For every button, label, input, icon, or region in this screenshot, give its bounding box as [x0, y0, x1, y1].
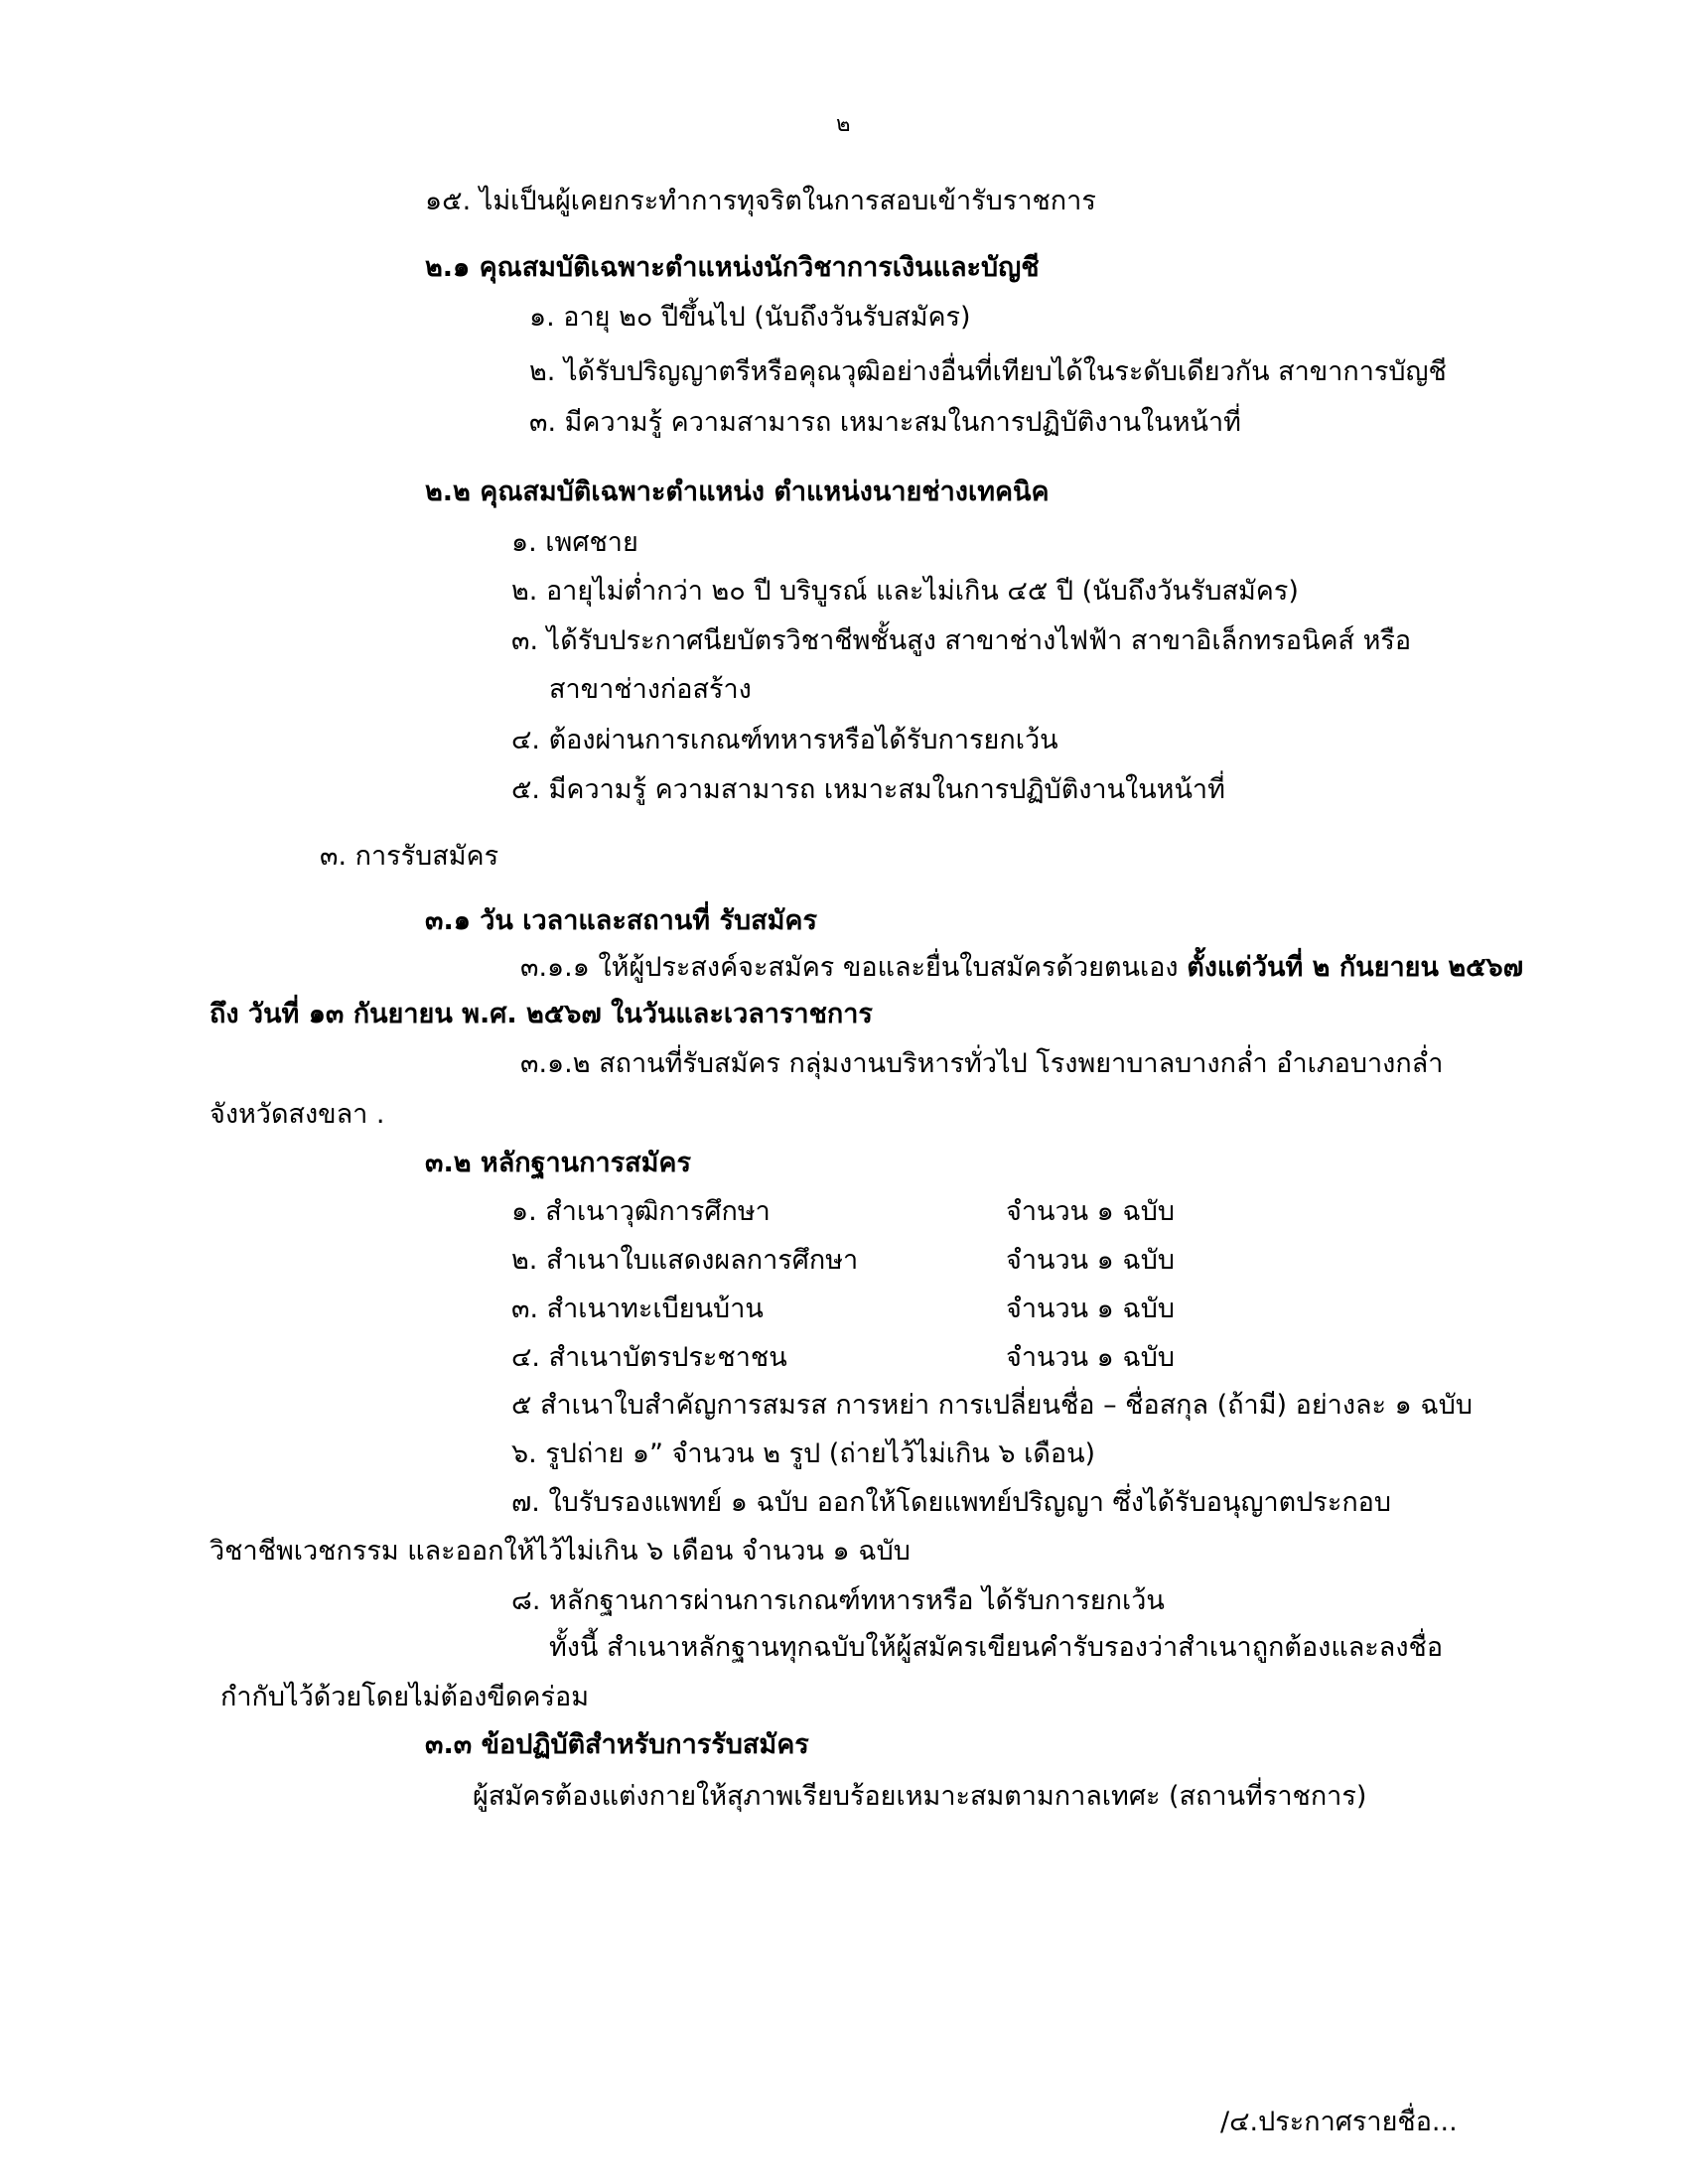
section-3-1-2-line2: จังหวัดสงขลา . — [210, 1099, 385, 1130]
document-item-quantity: จำนวน ๑ ฉบับ — [1006, 1342, 1176, 1373]
document-item-name: ๓. สำเนาทะเบียนบ้าน — [511, 1294, 764, 1324]
section-3-1-1-line1 — [520, 948, 1523, 988]
section-2-2-item: ๔. ต้องผ่านการเกณฑ์ทหารหรือได้รับการยกเว้น — [511, 725, 1058, 755]
section-3-heading: ๓. การรับสมัคร — [320, 841, 499, 872]
document-item-7-line2: วิชาชีพเวชกรรม และออกให้ไว้ไม่เกิน ๖ เดือน จำนวน ๑ ฉบับ — [210, 1536, 911, 1567]
section-2-2-item-continuation: สาขาช่างก่อสร้าง — [549, 674, 752, 705]
section-3-1-2-line1: ๓.๑.๒ สถานที่รับสมัคร กลุ่มงานบริหารทั่วไป โรงพยาบาลบางกล่ำ อำเภอบางกล่ำ — [520, 1048, 1444, 1079]
section-2-1-heading: ๒.๑ คุณสมบัติเฉพาะตำแหน่งนักวิชาการเงินและบัญชี — [425, 252, 1040, 283]
section-2-1-item: ๓. มีความรู้ ความสามารถ เหมาะสมในการปฏิบัติงานในหน้าที่ — [529, 407, 1241, 438]
footer-continuation: /๔.ประกาศรายชื่อ... — [1220, 2107, 1458, 2137]
document-note-line1: ทั้งนี้ สำเนาหลักฐานทุกฉบับให้ผู้สมัครเขียนคำรับรองว่าสำเนาถูกต้องและลงชื่อ — [549, 1632, 1444, 1663]
section-2-1-item: ๒. ได้รับปริญญาตรีหรือคุณวุฒิอย่างอื่นที่เทียบได้ในระดับเดียวกัน สาขาการบัญชี — [529, 356, 1447, 387]
document-note-line2: กำกับไว้ด้วยโดยไม่ต้องขีดคร่อม — [220, 1682, 589, 1712]
document-item-7-line1: ๗. ใบรับรองแพทย์ ๑ ฉบับ ออกให้โดยแพทย์ปริญญา ซึ่งได้รับอนุญาตประกอบ — [511, 1487, 1392, 1518]
section-2-2-item: ๒. อายุไม่ต่ำกว่า ๒๐ ปี บริบูรณ์ และไม่เกิน ๔๕ ปี (นับถึงวันรับสมัคร) — [511, 576, 1299, 607]
section-3-1-1-line2: ถึง วันที่ ๑๓ กันยายน พ.ศ. ๒๕๖๗ ในวันและเวลาราชการ — [210, 999, 873, 1029]
qualification-item-15: ๑๕. ไม่เป็นผู้เคยกระทำการทุจริตในการสอบเข้ารับราชการ — [425, 186, 1096, 216]
section-2-2-item: ๕. มีความรู้ ความสามารถ เหมาะสมในการปฏิบัติงานในหน้าที่ — [511, 774, 1225, 805]
section-3-1-1-text: ๓.๑.๑ ให้ผู้ประสงค์จะสมัคร ขอและยื่นใบสมัครด้วยตนเอง — [520, 952, 1188, 983]
page-number: ๒ — [836, 112, 851, 137]
section-2-2-item: ๑. เพศชาย — [511, 527, 638, 558]
section-2-2-heading: ๒.๒ คุณสมบัติเฉพาะตำแหน่ง ตำแหน่งนายช่างเทคนิค — [425, 477, 1050, 507]
section-2-1-item: ๑. อายุ ๒๐ ปีขึ้นไป (นับถึงวันรับสมัคร) — [529, 302, 971, 333]
document-item-name: ๑. สำเนาวุฒิการศึกษา — [511, 1196, 771, 1227]
document-item-quantity: จำนวน ๑ ฉบับ — [1006, 1196, 1176, 1227]
document-item-quantity: จำนวน ๑ ฉบับ — [1006, 1245, 1176, 1276]
document-item-8: ๘. หลักฐานการผ่านการเกณฑ์ทหารหรือ ได้รับการยกเว้น — [511, 1585, 1165, 1616]
section-3-3-text: ผู้สมัครต้องแต่งกายให้สุภาพเรียบร้อยเหมาะสมตามกาลเทศะ (สถานที่ราชการ) — [473, 1781, 1367, 1812]
document-item-6: ๖. รูปถ่าย ๑” จำนวน ๒ รูป (ถ่ายไว้ไม่เกิน ๖ เดือน) — [511, 1438, 1096, 1469]
section-3-1-heading: ๓.๑ วัน เวลาและสถานที่ รับสมัคร — [425, 905, 817, 936]
section-2-2-item: ๓. ได้รับประกาศนียบัตรวิชาชีพชั้นสูง สาขาช่างไฟฟ้า สาขาอิเล็กทรอนิคส์ หรือ — [511, 625, 1412, 656]
section-3-1-1-date-start: ตั้งแต่วันที่ ๒ กันยายน ๒๕๖๗ — [1187, 952, 1523, 983]
section-3-3-heading: ๓.๓ ข้อปฏิบัติสำหรับการรับสมัคร — [425, 1729, 809, 1760]
section-3-2-heading: ๓.๒ หลักฐานการสมัคร — [425, 1148, 691, 1178]
document-item-name: ๒. สำเนาใบแสดงผลการศึกษา — [511, 1245, 859, 1276]
document-item-name: ๔. สำเนาบัตรประชาชน — [511, 1342, 787, 1373]
document-item-5: ๕ สำเนาใบสำคัญการสมรส การหย่า การเปลี่ยนชื่อ – ชื่อสกุล (ถ้ามี) อย่างละ ๑ ฉบับ — [511, 1390, 1474, 1421]
document-item-quantity: จำนวน ๑ ฉบับ — [1006, 1294, 1176, 1324]
